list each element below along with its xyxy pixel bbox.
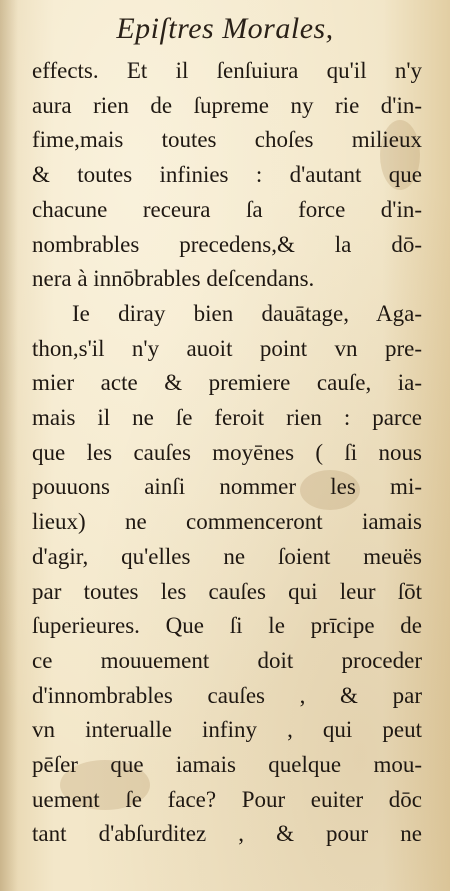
running-header: Epiſtres Morales, bbox=[116, 12, 334, 45]
text-line: Ie diray bien dauātage, Aga- bbox=[72, 300, 422, 326]
text-line: nombrables precedens,& la dō- bbox=[32, 231, 422, 257]
text-line: d'innombrables cauſes , & par bbox=[32, 682, 422, 708]
text-line: d'agir, qu'elles ne ſoient meuës bbox=[32, 543, 422, 569]
text-line: chacune receura ſa force d'in- bbox=[32, 196, 422, 222]
text-line: nera à innōbrables deſcendans. bbox=[32, 266, 315, 292]
text-line: & toutes infinies : d'autant que bbox=[32, 162, 422, 188]
page-gutter-shadow bbox=[0, 0, 18, 891]
text-line: aura rien de ſupreme ny rie d'in- bbox=[32, 92, 422, 118]
text-line: que les cauſes moyēnes ( ſi nous bbox=[32, 439, 422, 465]
text-line: ce mouuement doit proceder bbox=[32, 647, 422, 673]
text-line: tant d'abſurditez , & pour ne bbox=[32, 821, 422, 847]
text-line: vn interualle infiny , qui peut bbox=[32, 717, 422, 743]
text-line: mais il ne ſe feroit rien : parce bbox=[32, 405, 422, 431]
text-line: uement ſe face? Pour euiter dōc bbox=[32, 786, 422, 812]
text-line: effects. Et il ſenſuiura qu'il n'y bbox=[32, 58, 422, 83]
text-line: lieux) ne commenceront iamais bbox=[32, 509, 422, 535]
text-line: pouuons ainſi nommer les mi- bbox=[32, 474, 422, 500]
text-line: ſuperieures. Que ſi le prīcipe de bbox=[32, 613, 422, 639]
text-line: par toutes les cauſes qui leur ſōt bbox=[32, 578, 422, 604]
text-line: thon,s'il n'y auoit point vn pre- bbox=[32, 335, 422, 361]
text-line: mier acte & premiere cauſe, ia- bbox=[32, 370, 422, 396]
body-text bbox=[32, 54, 422, 852]
text-line: fime,mais toutes choſes milieux bbox=[32, 127, 422, 153]
text-line: pēſer que iamais quelque mou- bbox=[32, 752, 422, 778]
